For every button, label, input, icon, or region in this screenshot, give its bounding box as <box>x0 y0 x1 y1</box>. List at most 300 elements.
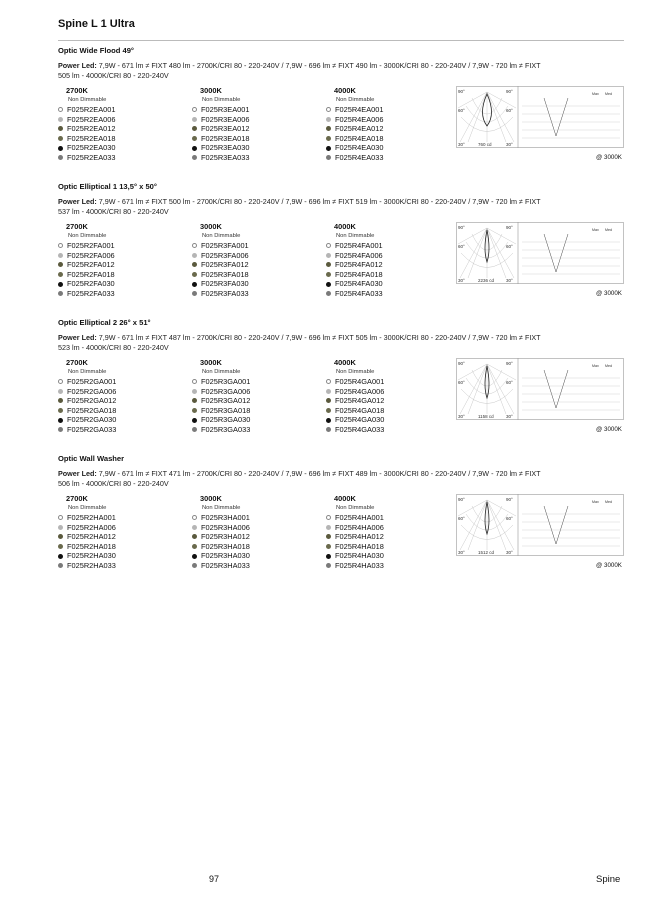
finish-color-dot <box>326 427 331 432</box>
product-code-item <box>326 377 456 387</box>
product-code-item <box>192 415 322 425</box>
product-code-item <box>58 289 188 299</box>
color-temp-header: 2700K <box>66 86 88 95</box>
product-code-item <box>192 270 322 280</box>
product-code: F025R2GA012 <box>67 396 117 406</box>
code-column <box>192 494 322 571</box>
product-code: F025R3HA012 <box>201 532 250 542</box>
finish-color-dot <box>326 136 331 141</box>
color-temp-header: 2700K <box>66 358 88 367</box>
product-section <box>58 46 624 162</box>
product-code: F025R2GA006 <box>67 386 117 396</box>
product-code-item <box>326 134 456 144</box>
product-code: F025R3EA012 <box>201 124 250 134</box>
power-specs <box>58 333 624 353</box>
product-code-item <box>326 561 456 571</box>
product-code-item <box>192 105 322 115</box>
finish-color-dot <box>326 398 331 403</box>
finish-color-dot <box>58 117 63 122</box>
product-code: F025R3HA030 <box>201 551 250 561</box>
svg-text:60°: 60° <box>506 244 513 249</box>
product-code-item <box>192 377 322 387</box>
finish-color-dot <box>192 282 197 287</box>
product-code-item <box>326 289 456 299</box>
finish-color-dot <box>58 398 63 403</box>
svg-text:60°: 60° <box>506 108 513 113</box>
product-code: F025R3GA030 <box>201 415 251 425</box>
power-label: Power Led: <box>58 333 97 342</box>
product-code: F025R2EA030 <box>67 143 116 153</box>
product-code: F025R2HA018 <box>67 541 116 551</box>
finish-color-dot <box>192 291 197 296</box>
finish-color-dot <box>192 515 197 520</box>
svg-text:90°: 90° <box>458 497 465 502</box>
product-code-item <box>58 561 188 571</box>
product-section <box>58 454 624 570</box>
finish-color-dot <box>58 563 63 568</box>
product-code: F025R3FA001 <box>201 241 249 250</box>
power-line-1: 7,9W - 671 lm ≠ FIXT 487 lm - 2700K/CRI 80 - 220-240V / 7,9W - 696 lm ≠ FIXT 505 lm - 3000K/CRI 80 - 220-240V / 7,9W - 720 lm ≠ FIXT <box>96 333 541 342</box>
power-specs <box>58 197 624 217</box>
product-code: F025R2FA001 <box>67 241 115 250</box>
product-code-item <box>192 134 322 144</box>
product-code: F025R3HA033 <box>201 560 250 570</box>
code-column <box>58 222 188 299</box>
product-code: F025R3HA018 <box>201 541 250 551</box>
product-code-item <box>192 124 322 134</box>
product-code: F025R2EA012 <box>67 124 116 134</box>
svg-text:60°: 60° <box>506 516 513 521</box>
color-temp-header: 4000K <box>334 494 356 503</box>
svg-text:90°: 90° <box>506 89 513 94</box>
finish-color-dot <box>192 544 197 549</box>
svg-text:30°: 30° <box>506 142 513 147</box>
code-column <box>192 86 322 163</box>
finish-color-dot <box>192 117 197 122</box>
brand-name: Spine <box>596 874 621 885</box>
color-temp-header: 3000K <box>200 222 222 231</box>
product-code: F025R4EA018 <box>335 133 384 143</box>
finish-color-dot <box>326 155 331 160</box>
product-code: F025R3EA006 <box>201 114 250 124</box>
svg-text:30°: 30° <box>506 278 513 283</box>
svg-text:60°: 60° <box>458 516 465 521</box>
product-code: F025R4HA001 <box>335 513 384 522</box>
svg-text:90°: 90° <box>458 225 465 230</box>
product-code: F025R4HA012 <box>335 532 384 542</box>
product-code-item <box>58 532 188 542</box>
svg-text:Med: Med <box>605 364 612 368</box>
title-rule <box>58 40 624 41</box>
product-code: F025R2HA030 <box>67 551 116 561</box>
product-code: F025R4EA006 <box>335 114 384 124</box>
svg-text:Med: Med <box>605 92 612 96</box>
color-temp-header: 3000K <box>200 86 222 95</box>
product-code: F025R2EA001 <box>67 105 116 114</box>
candela-value: 1512 cd <box>478 550 495 555</box>
product-code: F025R4GA018 <box>335 405 385 415</box>
product-code-item <box>58 251 188 261</box>
product-code-item <box>326 532 456 542</box>
power-specs <box>58 61 624 81</box>
power-line-1: 7,9W - 671 lm ≠ FIXT 471 lm - 2700K/CRI 80 - 220-240V / 7,9W - 696 lm ≠ FIXT 489 lm - 3000K/CRI 80 - 220-240V / 7,9W - 720 lm ≠ FIXT <box>96 469 541 478</box>
non-dimmable-label: Non Dimmable <box>336 369 375 375</box>
product-code: F025R3GA012 <box>201 396 251 406</box>
product-code-item <box>326 153 456 163</box>
product-code-item <box>326 513 456 523</box>
page-title: Spine L 1 Ultra <box>58 18 135 30</box>
candela-value: 1158 cd <box>478 414 494 419</box>
power-label: Power Led: <box>58 469 97 478</box>
product-code: F025R2HA001 <box>67 513 116 522</box>
finish-color-dot <box>58 155 63 160</box>
non-dimmable-label: Non Dimmable <box>202 505 241 511</box>
product-code: F025R4HA030 <box>335 551 384 561</box>
svg-text:Max: Max <box>592 92 599 96</box>
non-dimmable-label: Non Dimmable <box>336 505 375 511</box>
code-column <box>326 358 456 435</box>
temperature-note: @ 3000K <box>596 562 622 569</box>
product-code-item <box>58 143 188 153</box>
non-dimmable-label: Non Dimmable <box>202 97 241 103</box>
product-code: F025R4FA033 <box>335 288 383 298</box>
product-code-item <box>58 542 188 552</box>
product-code: F025R3EA001 <box>201 105 250 114</box>
code-column <box>192 358 322 435</box>
finish-color-dot <box>192 389 197 394</box>
finish-color-dot <box>58 515 63 520</box>
product-code-item <box>192 143 322 153</box>
product-code: F025R2EA006 <box>67 114 116 124</box>
svg-text:60°: 60° <box>458 380 465 385</box>
product-code: F025R2GA001 <box>67 377 117 386</box>
finish-color-dot <box>192 408 197 413</box>
product-code-item <box>192 241 322 251</box>
product-code: F025R4GA001 <box>335 377 385 386</box>
finish-color-dot <box>192 563 197 568</box>
product-section <box>58 182 624 298</box>
product-code-item <box>58 551 188 561</box>
product-code-item <box>58 513 188 523</box>
finish-color-dot <box>326 126 331 131</box>
product-code: F025R2FA018 <box>67 269 115 279</box>
product-code-item <box>326 143 456 153</box>
non-dimmable-label: Non Dimmable <box>68 505 107 511</box>
color-temp-header: 2700K <box>66 494 88 503</box>
candela-value: 2236 cd <box>478 278 495 283</box>
code-column <box>58 86 188 163</box>
product-code: F025R2EA033 <box>67 152 116 162</box>
product-code: F025R3FA012 <box>201 260 249 270</box>
product-code-item <box>192 561 322 571</box>
product-code-item <box>58 523 188 533</box>
finish-color-dot <box>326 563 331 568</box>
finish-color-dot <box>326 544 331 549</box>
product-code-item <box>192 251 322 261</box>
finish-color-dot <box>58 282 63 287</box>
product-code: F025R3GA018 <box>201 405 251 415</box>
svg-text:Max: Max <box>592 228 599 232</box>
product-code-item <box>326 270 456 280</box>
product-code: F025R4GA006 <box>335 386 385 396</box>
product-code-item <box>192 289 322 299</box>
svg-text:Max: Max <box>592 364 599 368</box>
power-label: Power Led: <box>58 61 97 70</box>
product-code-item <box>58 377 188 387</box>
finish-color-dot <box>192 525 197 530</box>
color-temp-header: 2700K <box>66 222 88 231</box>
product-code: F025R4FA012 <box>335 260 383 270</box>
finish-color-dot <box>326 291 331 296</box>
product-code-item <box>326 523 456 533</box>
code-column <box>192 222 322 299</box>
photometric-diagram <box>456 222 624 284</box>
product-code-item <box>58 124 188 134</box>
finish-color-dot <box>58 107 63 112</box>
finish-color-dot <box>58 126 63 131</box>
finish-color-dot <box>58 136 63 141</box>
finish-color-dot <box>58 262 63 267</box>
svg-text:90°: 90° <box>458 89 465 94</box>
power-line-1: 7,9W - 671 lm ≠ FIXT 480 lm - 2700K/CRI 80 - 220-240V / 7,9W - 696 lm ≠ FIXT 490 lm - 3000K/CRI 80 - 220-240V / 7,9W - 720 lm ≠ FIXT <box>96 61 541 70</box>
product-code: F025R3FA033 <box>201 288 249 298</box>
product-code-item <box>326 115 456 125</box>
product-code-item <box>192 153 322 163</box>
product-code: F025R3GA033 <box>201 424 251 434</box>
photometric-diagram <box>456 358 624 420</box>
product-code: F025R4FA006 <box>335 250 383 260</box>
finish-color-dot <box>192 379 197 384</box>
svg-text:30°: 30° <box>506 414 513 419</box>
svg-text:90°: 90° <box>458 361 465 366</box>
product-code-item <box>58 279 188 289</box>
finish-color-dot <box>326 379 331 384</box>
product-code: F025R4FA018 <box>335 269 383 279</box>
product-code-item <box>58 396 188 406</box>
svg-text:30°: 30° <box>458 142 465 147</box>
product-code: F025R3GA006 <box>201 386 251 396</box>
product-code: F025R2GA030 <box>67 415 117 425</box>
finish-color-dot <box>192 107 197 112</box>
page-number: 97 <box>209 874 220 884</box>
finish-color-dot <box>192 418 197 423</box>
non-dimmable-label: Non Dimmable <box>68 233 107 239</box>
product-code: F025R3FA018 <box>201 269 249 279</box>
finish-color-dot <box>326 418 331 423</box>
finish-color-dot <box>58 272 63 277</box>
product-code: F025R2HA033 <box>67 560 116 570</box>
product-code-item <box>326 387 456 397</box>
product-code: F025R3HA001 <box>201 513 250 522</box>
product-code-item <box>326 425 456 435</box>
product-code-item <box>192 551 322 561</box>
product-code-item <box>326 396 456 406</box>
product-code-item <box>326 279 456 289</box>
svg-text:60°: 60° <box>458 108 465 113</box>
finish-color-dot <box>326 272 331 277</box>
product-code: F025R2FA012 <box>67 260 115 270</box>
svg-text:Med: Med <box>605 228 612 232</box>
product-code: F025R4EA030 <box>335 143 384 153</box>
product-code: F025R4GA012 <box>335 396 385 406</box>
svg-text:90°: 90° <box>506 497 513 502</box>
photometric-diagram <box>456 494 624 556</box>
color-temp-header: 4000K <box>334 86 356 95</box>
product-code-item <box>326 124 456 134</box>
non-dimmable-label: Non Dimmable <box>68 97 107 103</box>
svg-text:Max: Max <box>592 500 599 504</box>
finish-color-dot <box>192 253 197 258</box>
product-code: F025R4HA018 <box>335 541 384 551</box>
svg-text:30°: 30° <box>458 550 465 555</box>
svg-text:60°: 60° <box>458 244 465 249</box>
power-label: Power Led: <box>58 197 97 206</box>
finish-color-dot <box>58 243 63 248</box>
product-code-item <box>58 153 188 163</box>
power-line-1: 7,9W - 671 lm ≠ FIXT 500 lm - 2700K/CRI 80 - 220-240V / 7,9W - 696 lm ≠ FIXT 519 lm - 3000K/CRI 80 - 220-240V / 7,9W - 720 lm ≠ FIXT <box>96 197 541 206</box>
svg-text:Med: Med <box>605 500 612 504</box>
product-section <box>58 318 624 434</box>
finish-color-dot <box>326 515 331 520</box>
product-code: F025R4EA033 <box>335 152 384 162</box>
product-code-item <box>58 406 188 416</box>
svg-text:30°: 30° <box>458 414 465 419</box>
finish-color-dot <box>58 146 63 151</box>
product-code: F025R4GA033 <box>335 424 385 434</box>
product-code-item <box>326 551 456 561</box>
product-code-item <box>192 260 322 270</box>
product-code: F025R2HA012 <box>67 532 116 542</box>
product-code-item <box>58 387 188 397</box>
product-code-item <box>326 105 456 115</box>
finish-color-dot <box>326 408 331 413</box>
svg-text:90°: 90° <box>506 225 513 230</box>
finish-color-dot <box>58 427 63 432</box>
product-code: F025R4FA030 <box>335 279 383 289</box>
product-code-item <box>192 387 322 397</box>
product-code-item <box>192 279 322 289</box>
temperature-note: @ 3000K <box>596 154 622 161</box>
product-code: F025R4HA033 <box>335 560 384 570</box>
svg-text:30°: 30° <box>458 278 465 283</box>
code-column <box>326 222 456 299</box>
finish-color-dot <box>326 554 331 559</box>
product-code: F025R2FA006 <box>67 250 115 260</box>
product-code: F025R2FA030 <box>67 279 115 289</box>
svg-text:60°: 60° <box>506 380 513 385</box>
product-code-item <box>58 260 188 270</box>
code-column <box>326 86 456 163</box>
finish-color-dot <box>58 253 63 258</box>
finish-color-dot <box>192 146 197 151</box>
power-line-2: 537 lm - 4000K/CRI 80 - 220-240V <box>58 207 169 216</box>
product-code-item <box>192 115 322 125</box>
finish-color-dot <box>326 117 331 122</box>
code-column <box>58 358 188 435</box>
power-specs <box>58 469 624 489</box>
product-code: F025R2GA033 <box>67 424 117 434</box>
product-code-item <box>192 425 322 435</box>
product-code-item <box>326 251 456 261</box>
product-code: F025R2HA006 <box>67 522 116 532</box>
product-code-item <box>192 396 322 406</box>
finish-color-dot <box>192 427 197 432</box>
finish-color-dot <box>326 534 331 539</box>
product-code-item <box>192 523 322 533</box>
product-code-item <box>192 406 322 416</box>
finish-color-dot <box>326 389 331 394</box>
temperature-note: @ 3000K <box>596 426 622 433</box>
product-code-item <box>58 105 188 115</box>
product-code-item <box>58 134 188 144</box>
product-code: F025R3HA006 <box>201 522 250 532</box>
product-code-item <box>58 425 188 435</box>
product-code-item <box>326 542 456 552</box>
section-title: Optic Wall Washer <box>58 454 125 463</box>
candela-value: 760 cd <box>478 142 492 147</box>
photometric-diagram <box>456 86 624 148</box>
power-line-2: 505 lm - 4000K/CRI 80 - 220-240V <box>58 71 169 80</box>
product-code-item <box>326 415 456 425</box>
product-code: F025R3FA030 <box>201 279 249 289</box>
finish-color-dot <box>192 243 197 248</box>
power-line-2: 523 lm - 4000K/CRI 80 - 220-240V <box>58 343 169 352</box>
product-code-item <box>326 260 456 270</box>
product-code-item <box>58 415 188 425</box>
finish-color-dot <box>192 262 197 267</box>
color-temp-header: 3000K <box>200 358 222 367</box>
svg-text:30°: 30° <box>506 550 513 555</box>
svg-text:90°: 90° <box>506 361 513 366</box>
finish-color-dot <box>326 525 331 530</box>
temperature-note: @ 3000K <box>596 290 622 297</box>
section-title: Optic Wide Flood 49° <box>58 46 134 55</box>
finish-color-dot <box>58 554 63 559</box>
product-code: F025R3EA018 <box>201 133 250 143</box>
finish-color-dot <box>192 272 197 277</box>
non-dimmable-label: Non Dimmable <box>202 369 241 375</box>
finish-color-dot <box>192 155 197 160</box>
non-dimmable-label: Non Dimmable <box>336 233 375 239</box>
product-code-item <box>58 241 188 251</box>
finish-color-dot <box>326 282 331 287</box>
color-temp-header: 3000K <box>200 494 222 503</box>
product-code: F025R2EA018 <box>67 133 116 143</box>
finish-color-dot <box>58 389 63 394</box>
product-code: F025R2FA033 <box>67 288 115 298</box>
product-code-item <box>326 241 456 251</box>
product-code: F025R4GA030 <box>335 415 385 425</box>
product-code-item <box>192 542 322 552</box>
code-column <box>58 494 188 571</box>
finish-color-dot <box>192 136 197 141</box>
product-code-item <box>192 513 322 523</box>
product-code: F025R3EA030 <box>201 143 250 153</box>
product-code: F025R3EA033 <box>201 152 250 162</box>
finish-color-dot <box>192 554 197 559</box>
finish-color-dot <box>326 253 331 258</box>
product-code: F025R3FA006 <box>201 250 249 260</box>
non-dimmable-label: Non Dimmable <box>336 97 375 103</box>
finish-color-dot <box>58 544 63 549</box>
color-temp-header: 4000K <box>334 222 356 231</box>
product-code: F025R3GA001 <box>201 377 251 386</box>
color-temp-header: 4000K <box>334 358 356 367</box>
section-title: Optic Elliptical 1 13,5° x 50° <box>58 182 157 191</box>
finish-color-dot <box>326 146 331 151</box>
finish-color-dot <box>58 534 63 539</box>
finish-color-dot <box>326 107 331 112</box>
